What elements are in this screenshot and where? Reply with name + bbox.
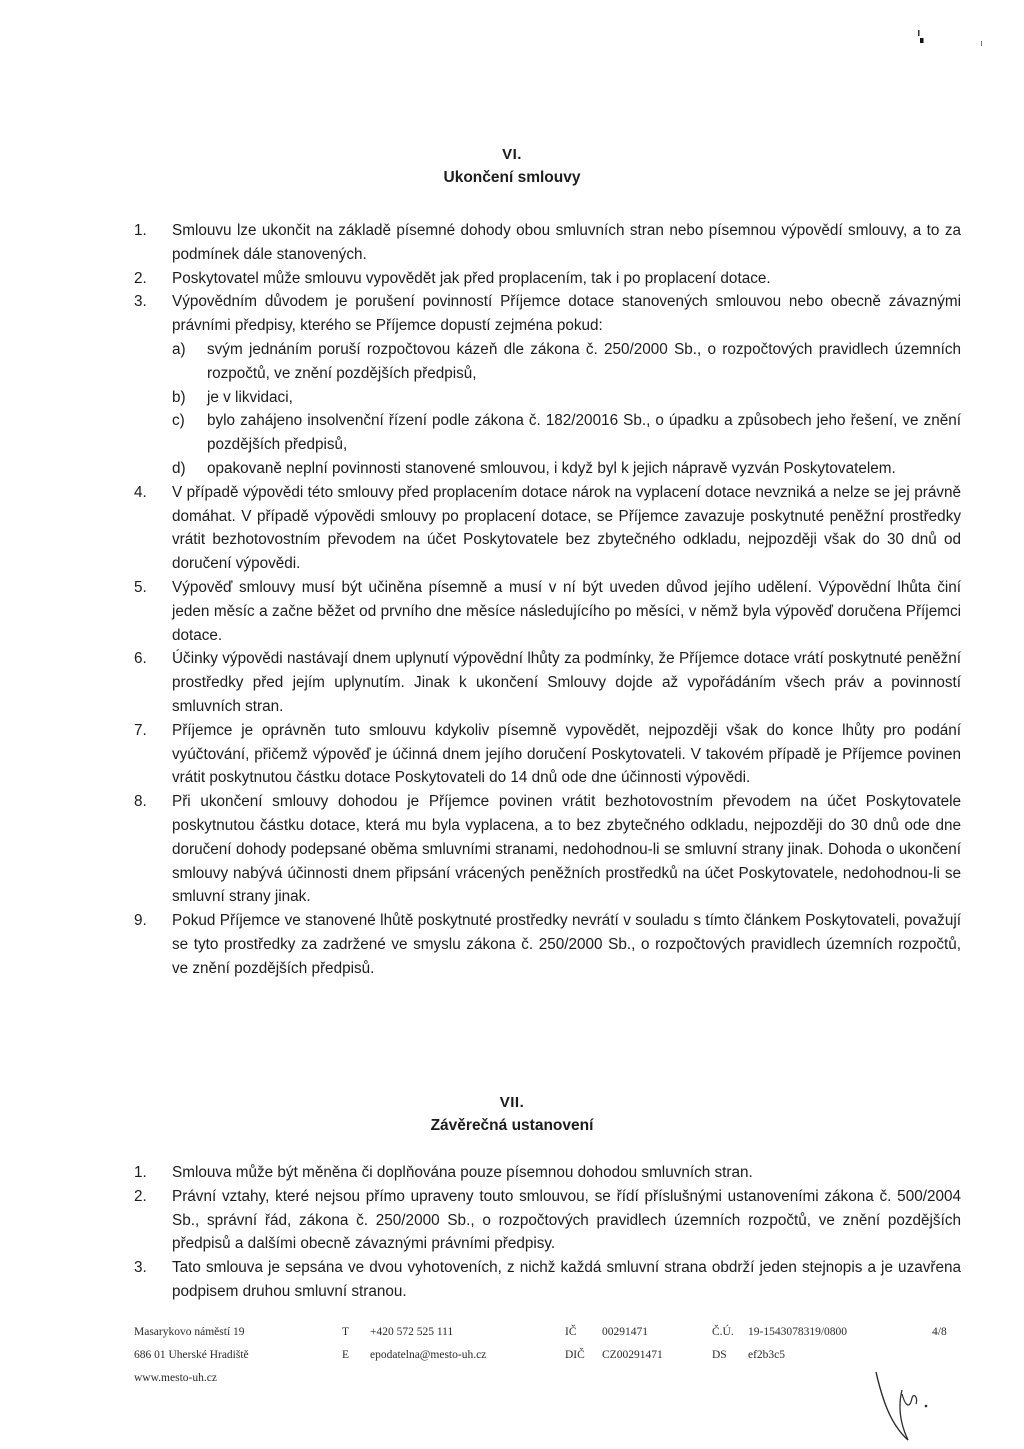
subclause-d [172, 457, 961, 481]
clause-number: 1. [134, 222, 147, 239]
clause-number: 6. [134, 650, 147, 668]
footer-ds-label: DS [712, 1349, 727, 1361]
section-6-number: VI. [502, 146, 522, 163]
clause-6-6 [134, 647, 961, 718]
clause-number: 2. [134, 1187, 147, 1205]
clause-text: Smlouvu lze ukončit na základě písemné dohody obou smluvních stran nebo písemnou výpovědí smlouvy, a to za podmínek dále stanovených. [172, 222, 961, 263]
clause-number: 8. [134, 793, 147, 811]
section-7-heading [0, 1094, 1024, 1135]
subclause-c [172, 409, 961, 457]
clause-6-5 [134, 576, 961, 647]
clause-6-8 [134, 790, 961, 909]
clause-7-1 [134, 1161, 961, 1185]
footer-address-line1: Masarykovo náměstí 19 [134, 1326, 245, 1338]
clause-text: Poskytovatel může smlouvu vypovědět jak před proplacením, tak i po proplacení dotace. [172, 269, 771, 287]
clause-6-4 [134, 481, 961, 576]
footer-ic: 00291471 [602, 1326, 648, 1338]
section-7-title: Závěrečná ustanovení [430, 1117, 594, 1134]
scan-speck [918, 30, 924, 44]
clause-text: Příjemce je oprávněn tuto smlouvu kdykoliv písemně vypovědět, nejpozději však do konce lhůty pro podání vyúčtování, přičemž výpověď je účinná dnem jejího doručení Poskytovateli. V takovém případě je Příjemce povinen vrátit poskytnutou částku dotace Poskytovateli do 14 dnů ode dne účinnosti výpovědi. [172, 721, 961, 787]
subclause-letter: b) [172, 388, 186, 406]
clause-7-2 [134, 1185, 961, 1256]
footer-ic-label: IČ [565, 1326, 577, 1338]
page-number: 4/8 [932, 1326, 947, 1338]
subclause-letter: a) [172, 340, 186, 358]
handwritten-initials [868, 1368, 938, 1444]
subclause-list [172, 338, 961, 481]
clause-6-3 [134, 290, 961, 480]
footer-phone: +420 572 525 111 [370, 1326, 454, 1338]
clause-text: Výpovědním důvodem je porušení povinností Příjemce dotace stanovených smlouvou nebo obecně závaznými právními předpisy, kterého se Příjemce dopustí zejména pokud: [172, 293, 961, 335]
clause-number: 7. [134, 721, 147, 739]
clause-number: 4. [134, 483, 147, 501]
footer-dic: CZ00291471 [602, 1349, 663, 1361]
clause-text: Právní vztahy, které nejsou přímo upraveny touto smlouvou, se řídí příslušnými ustanoveními zákona č. 500/2004 Sb., správní řád, zákona č. 250/2000 Sb., o rozpočtových pravidlech územních rozpočtů, ve znění pozdějších předpisů a dalšími obecně závaznými právními předpisy. [172, 1187, 961, 1253]
subclause-letter: d) [172, 459, 186, 477]
clause-text: Účinky výpovědi nastávají dnem uplynutí výpovědní lhůty za podmínky, že Příjemce dotace vrátí poskytnuté peněžní prostředky před jejím uplynutím. Jinak k ukončení Smlouvy dojde až vypořádáním všech práv a povinností smluvních stran. [172, 650, 961, 715]
subclause-b [172, 386, 961, 410]
clause-6-2 [134, 267, 961, 291]
section-6-heading [0, 146, 1024, 187]
footer-address-line2: 686 01 Uherské Hradiště [134, 1349, 249, 1361]
section-6-title: Ukončení smlouvy [443, 169, 581, 186]
subclause-a [172, 338, 961, 386]
section-7-clauses [134, 1161, 961, 1304]
footer-website: www.mesto-uh.cz [134, 1372, 217, 1384]
section-7-number: VII. [499, 1094, 525, 1111]
subclause-letter: c) [172, 412, 185, 430]
clause-7-3 [134, 1256, 961, 1304]
subclause-text: svým jednáním poruší rozpočtovou kázeň dle zákona č. 250/2000 Sb., o rozpočtových pravidlech územních rozpočtů, ve znění pozdějších předpisů, [207, 340, 961, 382]
clause-number: 3. [134, 293, 147, 311]
section-6-clauses [134, 219, 961, 981]
clause-6-7 [134, 719, 961, 790]
footer-account-label: Č.Ú. [712, 1326, 734, 1338]
clause-text: Pokud Příjemce ve stanovené lhůtě poskytnuté prostředky nevrátí v souladu s tímto článkem Poskytovateli, považují se tyto prostředky za zadržené ve smyslu zákona č. 250/2000 Sb., o rozpočtových pravidlech územních rozpočtů, ve znění pozdějších předpisů. [172, 912, 961, 977]
footer-account: 19-1543078319/0800 [748, 1326, 848, 1338]
clause-text: Výpověď smlouvy musí být učiněna písemně a musí v ní být uveden důvod jejího udělení. Výpovědní lhůta činí jeden měsíc a začne běžet od prvního dne měsíce následujícího po měsíci, v němž byla výpověď doručena Příjemci dotace. [172, 578, 961, 644]
clause-text: V případě výpovědi této smlouvy před proplacením dotace nárok na vyplacení dotace nevzniká a nelze se jej právně domáhat. V případě výpovědi smlouvy po proplacení dotace, se Příjemce zavazuje poskytnuté peněžní prostředky vrátit bezhotovostním převodem na účet Poskytovatele bez zbytečného odkladu, nejpozději však do 30 dnů od doručení výpovědi. [172, 483, 961, 573]
subclause-text: bylo zahájeno insolvenční řízení podle zákona č. 182/20016 Sb., o úpadku a způsobech jeho řešení, ve znění pozdějších předpisů, [207, 412, 961, 454]
clause-6-1 [134, 219, 961, 267]
subclause-text: opakovaně neplní povinnosti stanovené smlouvou, i když byl k jejich nápravě vyzván Poskytovatelem. [207, 459, 896, 477]
clause-text: Smlouva může být měněna či doplňována pouze písemnou dohodou smluvních stran. [172, 1164, 753, 1181]
clause-number: 3. [134, 1259, 147, 1277]
footer-dic-label: DIČ [565, 1349, 585, 1361]
clause-text: Při ukončení smlouvy dohodou je Příjemce povinen vrátit bezhotovostním převodem na účet Poskytovatele poskytnutou částku dotace, která mu byla vyplacena, a to bez zbytečného odkladu, nejpozději do 30 dnů ode dne doručení dohody podepsané oběma smluvními stranami, nedohodnou-li se smluvní strany jinak. Dohoda o ukončení smlouvy nabývá účinnosti dnem připsání vrácených peněžních prostředků na účet Poskytovatele, nedohodnou-li se smluvní strany jinak. [172, 793, 961, 906]
footer-phone-label: T [342, 1326, 350, 1338]
clause-number: 2. [134, 269, 147, 287]
footer-email-label: E [342, 1349, 350, 1361]
clause-text: Tato smlouva je sepsána ve dvou vyhotoveních, z nichž každá smluvní strana obdrží jeden stejnopis a je uzavřena podpisem druhou smluvní stranou. [172, 1259, 961, 1300]
clause-6-9 [134, 909, 961, 980]
clause-number: 1. [134, 1164, 147, 1181]
footer-email: epodatelna@mesto-uh.cz [370, 1349, 487, 1361]
clause-number: 9. [134, 912, 147, 930]
footer-ds: ef2b3c5 [748, 1349, 786, 1361]
clause-number: 5. [134, 578, 147, 596]
scan-speck [980, 34, 983, 40]
subclause-text: je v likvidaci, [207, 388, 293, 406]
